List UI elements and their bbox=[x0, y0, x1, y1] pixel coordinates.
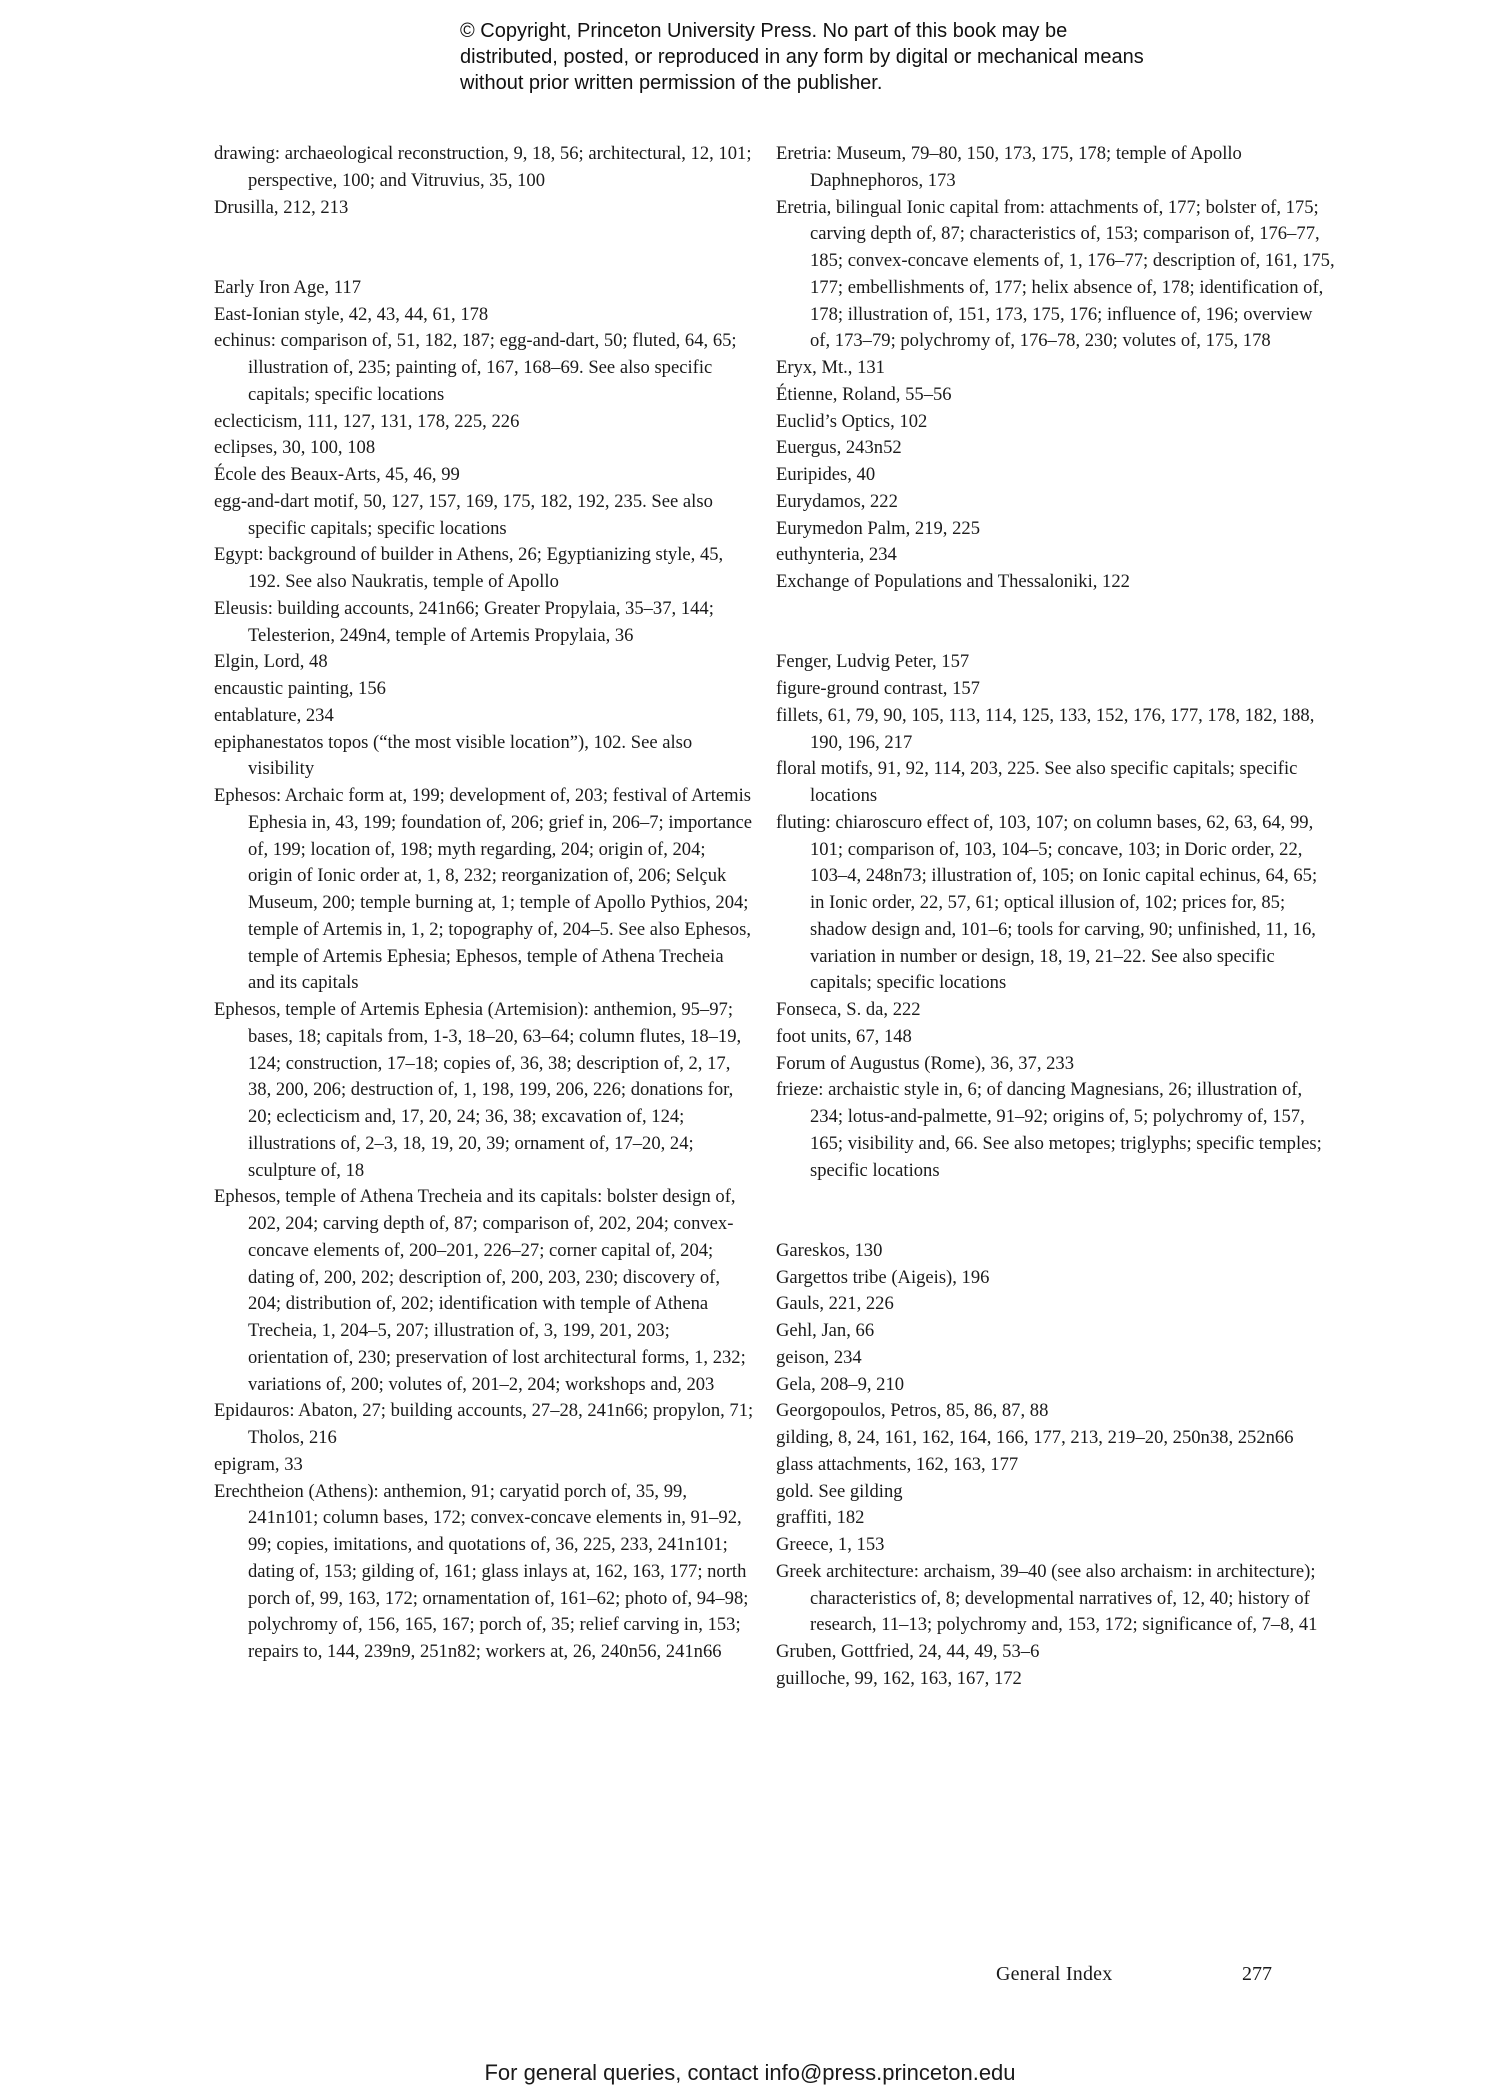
index-entry: Egypt: background of builder in Athens, 26; Egyptianizing style, 45, 192. See also Naukratis, temple of Apollo bbox=[214, 544, 724, 592]
index-entry: Euripides, 40 bbox=[776, 464, 876, 485]
index-entry: École des Beaux-Arts, 45, 46, 99 bbox=[214, 464, 460, 485]
index-entry: Gareskos, 130 bbox=[776, 1239, 883, 1261]
index-entry: Drusilla, 212, 213 bbox=[214, 196, 349, 218]
index-entry: Gruben, Gottfried, 24, 44, 49, 53–6 bbox=[776, 1641, 1040, 1662]
index-entry: Eleusis: building accounts, 241n66; Greater Propylaia, 35–37, 144; Telesterion, 249n4, temple of Artemis Propylaia, 36 bbox=[214, 597, 714, 646]
index-entry: Fenger, Ludvig Peter, 157 bbox=[776, 651, 970, 673]
index-entry: East-Ionian style, 42, 43, 44, 61, 178 bbox=[214, 303, 489, 325]
index-entry: Elgin, Lord, 48 bbox=[214, 651, 328, 673]
index-entry: encaustic painting, 156 bbox=[214, 678, 386, 699]
index-entry: Exchange of Populations and Thessaloniki, 122 bbox=[776, 571, 1130, 592]
index-entry: Gehl, Jan, 66 bbox=[776, 1320, 875, 1341]
index-entry: Euergus, 243n52 bbox=[776, 437, 902, 459]
index-entry: eclipses, 30, 100, 108 bbox=[214, 437, 376, 459]
running-footer-title: General Index bbox=[996, 1963, 1113, 1985]
index-entry: entablature, 234 bbox=[214, 704, 334, 726]
index-entry: Erechtheion (Athens): anthemion, 91; caryatid porch of, 35, 99, 241n101; column bases, 172; convex-concave elements in, 91–92, 99; copies, imitations, and quotations of, 36, 225, 233, 241n101; dating of, 153; gilding of, 161; glass inlays at, 162, 163, 177; north porch of, 99, 163, 172; ornamentation of, 161–62; photo of, 94–98; polychromy of, 156, 165, 167; porch of, 35; relief carving in, 153; repairs to, 144, 239n9, 251n82; workers at, 26, 240n56, 241n66 bbox=[214, 1480, 749, 1662]
index-entry: Fonseca, S. da, 222 bbox=[776, 999, 921, 1020]
index-entry: eclecticism, 111, 127, 131, 178, 225, 226 bbox=[214, 410, 520, 432]
index-entry: glass attachments, 162, 163, 177 bbox=[776, 1453, 1019, 1475]
letter-section-gap bbox=[776, 596, 1336, 650]
index-entry: Eurydamos, 222 bbox=[776, 490, 898, 512]
index-entry: frieze: archaistic style in, 6; of dancing Magnesians, 26; illustration of, 234; lotus-and-palmette, 91–92; origins of, 5; polychromy of, 157, 165; visibility and, 66. See also metopes; triglyphs; specific temples; specific locations bbox=[776, 1079, 1322, 1181]
index-entry: graffiti, 182 bbox=[776, 1507, 865, 1529]
index-entry: floral motifs, 91, 92, 114, 203, 225. See also specific capitals; specific locations bbox=[776, 758, 1298, 806]
index-entry: Gargettos tribe (Aigeis), 196 bbox=[776, 1266, 990, 1288]
index-entry: Étienne, Roland, 55–56 bbox=[776, 383, 952, 405]
index-entry: figure-ground contrast, 157 bbox=[776, 678, 980, 699]
index-entry: epiphanestatos topos (“the most visible location”), 102. See also visibility bbox=[214, 731, 693, 780]
index-entry: fillets, 61, 79, 90, 105, 113, 114, 125, 133, 152, 176, 177, 178, 182, 188, 190, 196, 217 bbox=[776, 704, 1315, 753]
index-entry: guilloche, 99, 162, 163, 167, 172 bbox=[776, 1667, 1022, 1689]
index-entry: Euclid’s Optics, 102 bbox=[776, 410, 928, 432]
letter-section-gap bbox=[214, 221, 754, 275]
index-entry: Epidauros: Abaton, 27; building accounts, 27–28, 241n66; propylon, 71; Tholos, 216 bbox=[214, 1400, 754, 1448]
index-entry: Eurymedon Palm, 219, 225 bbox=[776, 517, 980, 539]
index-entry: egg-and-dart motif, 50, 127, 157, 169, 175, 182, 192, 235. See also specific capitals; specific locations bbox=[214, 490, 713, 539]
index-entry: Greece, 1, 153 bbox=[776, 1534, 885, 1555]
index-entry: Gela, 208–9, 210 bbox=[776, 1373, 905, 1395]
index-entry: Forum of Augustus (Rome), 36, 37, 233 bbox=[776, 1052, 1075, 1074]
index-entry: echinus: comparison of, 51, 182, 187; egg-and-dart, 50; fluted, 64, 65; illustration of, 235; painting of, 167, 168–69. See also specific capitals; specific locations bbox=[214, 330, 737, 405]
index-entry: Ephesos, temple of Artemis Ephesia (Artemision): anthemion, 95–97; bases, 18; capitals from, 1-3, 18–20, 63–64; column flutes, 18–19, 124; construction, 17–18; copies of, 36, 38; description of, 2, 17, 38, 200, 206; destruction of, 1, 198, 199, 206, 226; donations for, 20; eclecticism and, 17, 20, 24; 36, 38; excavation of, 124; illustrations of, 2–3, 18, 19, 20, 39; ornament of, 17–20, 24; sculpture of, 18 bbox=[214, 999, 742, 1181]
index-entry: euthynteria, 234 bbox=[776, 544, 897, 566]
page-number: 277 bbox=[1242, 1963, 1272, 1985]
index-entry: geison, 234 bbox=[776, 1346, 862, 1368]
letter-section-gap bbox=[776, 1184, 1336, 1238]
index-entry: gilding, 8, 24, 161, 162, 164, 166, 177, 213, 219–20, 250n38, 252n66 bbox=[776, 1427, 1294, 1448]
index-entry: gold. See gilding bbox=[776, 1480, 903, 1502]
index-entry: Gauls, 221, 226 bbox=[776, 1293, 894, 1315]
index-entry: Greek architecture: archaism, 39–40 (see also archaism: in architecture); characteristics of, 8; developmental narratives of, 12, 40; history of research, 11–13; polychromy and, 153, 172; significance of, 7–8, 41 bbox=[776, 1560, 1318, 1636]
index-entry: fluting: chiaroscuro effect of, 103, 107; on column bases, 62, 63, 64, 99, 101; comparison of, 103, 104–5; concave, 103; in Doric order, 22, 103–4, 248n73; illustration of, 105; on Ionic capital echinus, 64, 65; in Ionic order, 22, 57, 61; optical illusion of, 102; prices for, 85; shadow design and, 101–6; tools for carving, 90; unfinished, 11, 16, variation in number or design, 18, 19, 21–22. See also specific capitals; specific locations bbox=[776, 811, 1318, 994]
index-entry: Early Iron Age, 117 bbox=[214, 276, 361, 298]
index-entry: epigram, 33 bbox=[214, 1453, 303, 1475]
index-entry: drawing: archaeological reconstruction, 9, 18, 56; architectural, 12, 101; perspective, 100; and Vitruvius, 35, 100 bbox=[214, 143, 752, 191]
index-entry: Eretria, bilingual Ionic capital from: attachments of, 177; bolster of, 175; carving depth of, 87; characteristics of, 153; comparison of, 176–77, 185; convex-concave elements of, 1, 176–77; description of, 161, 175, 177; embellishments of, 177; helix absence of, 178; identification of, 178; illustration of, 151, 173, 175, 176; influence of, 196; overview of, 173–79; polychromy of, 176–78, 230; volutes of, 175, 178 bbox=[776, 196, 1335, 352]
index-entry: foot units, 67, 148 bbox=[776, 1025, 912, 1047]
index-entry: Ephesos: Archaic form at, 199; development of, 203; festival of Artemis Ephesia in, 43, 199; foundation of, 206; grief in, 206–7; importance of, 199; location of, 198; myth regarding, 204; origin of, 204; origin of Ionic order at, 1, 8, 232; reorganization of, 206; Selçuk Museum, 200; temple burning at, 1; temple of Apollo Pythios, 204; temple of Artemis in, 1, 2; topography of, 204–5. See also Ephesos, temple of Artemis Ephesia; Ephesos, temple of Athena Trecheia and its capitals bbox=[214, 785, 753, 994]
index-entry: Eretria: Museum, 79–80, 150, 173, 175, 178; temple of Apollo Daphnephoros, 173 bbox=[776, 143, 1242, 191]
index-column-right bbox=[776, 141, 1336, 1693]
index-entry: Ephesos, temple of Athena Trecheia and its capitals: bolster design of, 202, 204; carving depth of, 87; comparison of, 202, 204; convex-concave elements of, 200–201, 226–27; corner capital of, 204; dating of, 200, 202; description of, 200, 203, 230; discovery of, 204; distribution of, 202; identification with temple of Athena Trecheia, 1, 204–5, 207; illustration of, 3, 199, 201, 203; orientation of, 230; preservation of lost architectural forms, 1, 232; variations of, 200; volutes of, 201–2, 204; workshops and, 203 bbox=[214, 1186, 746, 1395]
index-entry: Eryx, Mt., 131 bbox=[776, 357, 885, 378]
index-entry: Georgopoulos, Petros, 85, 86, 87, 88 bbox=[776, 1400, 1049, 1422]
copyright-notice: © Copyright, Princeton University Press. No part of this book may be distributed, posted, or reproduced in any form by digital or mechanical means without prior written permission of the publisher. bbox=[460, 20, 1144, 94]
contact-notice: For general queries, contact info@press.princeton.edu bbox=[484, 2060, 1016, 2085]
index-column-left bbox=[214, 141, 754, 1666]
